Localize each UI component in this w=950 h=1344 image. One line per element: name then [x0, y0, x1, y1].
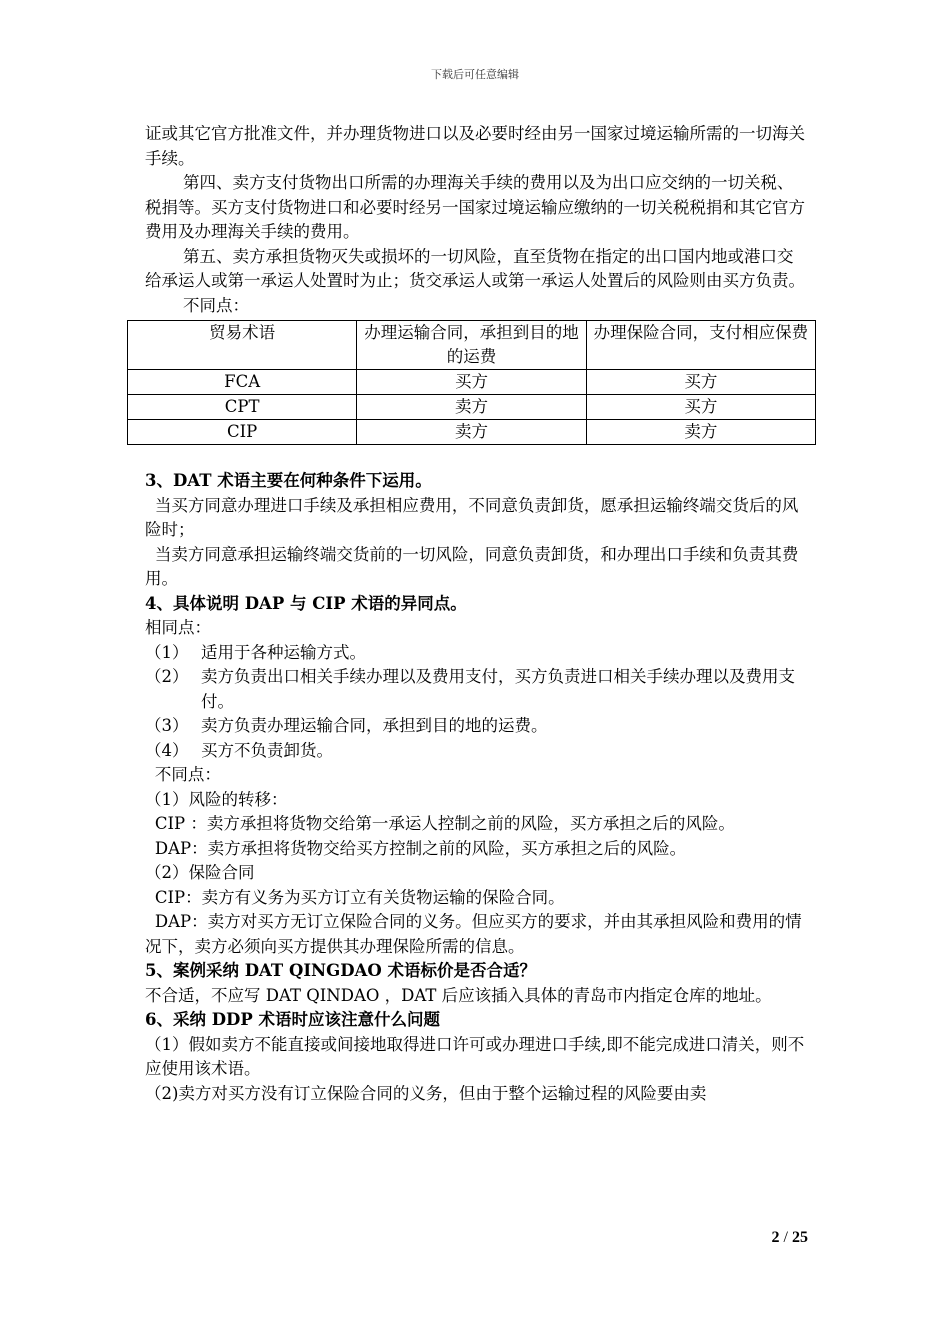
section-6-paragraph: （2)卖方对买方没有订立保险合同的义务，但由于整个运输过程的风险要由卖 [145, 1083, 707, 1103]
section-5-title: 5、案例采纳 DAT QINGDAO 术语标价是否合适？ [145, 961, 536, 980]
list-item-number: （1） [145, 642, 189, 662]
list-item [145, 739, 809, 764]
table-header-row [128, 321, 816, 370]
cip-risk-paragraph: CIP ：卖方承担将货物交给第一承运人控制之前的风险，买方承担之后的风险。 [154, 814, 735, 833]
section-4-title: 4、具体说明 DAP 与 CIP 术语的异同点。 [145, 593, 467, 613]
risk-transfer-label: （1）风险的转移： [145, 789, 288, 809]
list-item-number: （2） [145, 667, 189, 686]
table-cell: 买方 [586, 395, 815, 420]
list-item [145, 641, 809, 666]
dap-risk-paragraph: DAP：卖方承担将货物交给买方控制之前的风险，买方承担之后的风险。 [154, 838, 687, 858]
table-cell: CIP [128, 420, 357, 445]
table-cell: FCA [128, 370, 357, 395]
section-3-title: 3、DAT 术语主要在何种条件下运用。 [145, 471, 432, 490]
list-item-number: （3） [145, 716, 189, 735]
table-cell: 卖方 [586, 420, 815, 445]
list-item [145, 714, 809, 739]
dap-insurance-paragraph: DAP：卖方对买方无订立保险合同的义务。但应买方的要求，并由其承担风险和费用的情况下，卖方必须向买方提供其办理保险所需的信息。 [145, 912, 802, 956]
list-item-text: 买方不负责卸货。 [201, 740, 333, 760]
table-cell: 买方 [357, 370, 586, 395]
table-row [128, 395, 816, 420]
list-item-text: 适用于各种运输方式。 [201, 642, 366, 662]
total-pages: 25 [792, 1229, 808, 1246]
table-cell: 卖方 [357, 420, 586, 445]
cip-insurance-paragraph: CIP：卖方有义务为买方订立有关货物运输的保险合同。 [154, 887, 565, 907]
trade-terms-table [127, 320, 816, 445]
different-points-label: 不同点： [154, 765, 221, 784]
section-3-paragraph: 当卖方同意承担运输终端交货前的一切风险，同意负责卸货，和办理出口手续和负责其费用。 [145, 544, 799, 588]
table-row [128, 420, 816, 445]
list-item-number: （4） [145, 740, 189, 760]
page-separator: / [779, 1229, 792, 1246]
document-body [145, 122, 809, 1106]
differences-label: 不同点： [182, 295, 249, 315]
section-6-paragraph: （1）假如卖方不能直接或间接地取得进口许可或办理进口手续,即不能完成进口清关，则不应使用该术语。 [145, 1034, 805, 1078]
same-points-label: 相同点： [145, 618, 211, 637]
current-page: 2 [771, 1229, 780, 1246]
table-row [128, 370, 816, 395]
section-3-paragraph: 当买方同意办理进口手续及承担相应费用，不同意负责卸货，愿承担运输终端交货后的风险时； [145, 495, 799, 539]
page-header: 下载后可任意编辑 [431, 68, 519, 81]
list-item-text: 卖方负责办理运输合同，承担到目的地的运费。 [201, 716, 548, 735]
list-item-text: 卖方负责出口相关手续办理以及费用支付，买方负责进口相关手续办理以及费用支付。 [201, 667, 795, 711]
paragraph-continuation: 证或其它官方批准文件，并办理货物进口以及必要时经由另一国家过境运输所需的一切海关手续。 [145, 124, 805, 168]
table-header-cell: 贸易术语 [128, 321, 357, 370]
section-5-paragraph: 不合适，不应写 DAT QINDAO ，DAT 后应该插入具体的青岛市内指定仓库的地址。 [145, 985, 772, 1005]
table-cell: CPT [128, 395, 357, 420]
paragraph-fifth: 第五、卖方承担货物灭失或损坏的一切风险，直至货物在指定的出口国内地或港口交给承运人或第一承运人处置时为止；货交承运人或第一承运人处置后的风险则由买方负责。 [145, 246, 805, 290]
page-number [700, 1229, 808, 1247]
table-header-cell: 办理运输合同，承担到目的地的运费 [357, 321, 586, 370]
section-6-title: 6、采纳 DDP 术语时应该注意什么问题 [145, 1010, 440, 1029]
table-header-cell: 办理保险合同，支付相应保费 [586, 321, 815, 370]
paragraph-fourth: 第四、卖方支付货物出口所需的办理海关手续的费用以及为出口应交纳的一切关税、税捐等。买方支付货物进口和必要时经另一国家过境运输应缴纳的一切关税税捐和其它官方费用及办理海关手续的费用。 [145, 173, 805, 241]
list-item [145, 665, 809, 714]
table-cell: 卖方 [357, 395, 586, 420]
insurance-label: （2）保险合同 [145, 863, 255, 882]
table-cell: 买方 [586, 370, 815, 395]
